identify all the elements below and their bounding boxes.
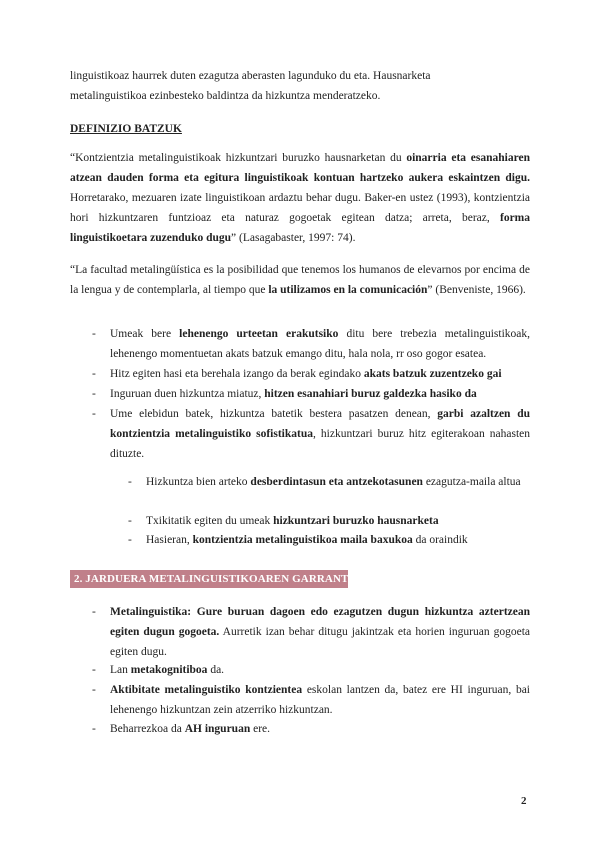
bullet-bold: Aktibitate metalinguistiko kontzientea [110, 684, 303, 696]
bullet-bold: Metalinguistika: Gure buruan dagoen edo ezagutzen dugun hizkuntza aztertzean egiten dugun gogoeta. [110, 606, 530, 638]
bullet-bold: metakognitiboa [130, 664, 208, 676]
list-item [92, 324, 531, 364]
dash-marker: - [92, 388, 96, 400]
page-number: 2 [521, 795, 527, 807]
sub-list-item [128, 472, 530, 492]
dash-marker: - [128, 534, 132, 546]
sub-bullet-pre: Hasieran, [146, 534, 193, 546]
dash-marker: - [92, 606, 96, 618]
quote-lasagabaster [70, 148, 530, 248]
section-heading-banner [70, 570, 369, 588]
quote1-text-e: ” (Lasagabaster, 1997: 74). [231, 232, 356, 244]
sub-list-item [128, 530, 530, 550]
bullet-pre: Beharrezkoa da [110, 723, 185, 735]
list-item [92, 660, 530, 680]
quote1-bold-d: forma linguistikoetara zuzenduko dugu [70, 212, 530, 244]
quote2-text-c: ” (Benveniste, 1966). [427, 284, 526, 296]
sub-bullet-post: da oraindik [412, 534, 468, 546]
bullet-post: ere. [250, 723, 271, 735]
dash-marker: - [128, 515, 132, 527]
dash-marker: - [92, 664, 96, 676]
sub-bullet-pre: Hizkuntza bien arteko [146, 476, 251, 488]
list-item [92, 602, 530, 662]
dash-marker: - [92, 684, 96, 696]
intro-line-2: metalinguistikoa ezinbesteko baldintza da hizkuntza menderatzeko. [70, 90, 381, 102]
bullet-bold: akats batzuk zuzentzeko gai [363, 368, 502, 380]
bullet-post: , hizkuntzari buruz hitz egiterakoan nahasten dituzte. [110, 428, 530, 460]
sub-bullet-pre: Txikitatik egiten du umeak [146, 515, 274, 527]
sub-list-item [128, 511, 530, 531]
bullet-bold: AH inguruan [184, 723, 251, 735]
bullet-pre: Ume elebidun batek, hizkuntza batetik bestera pasatzen denean, [110, 408, 438, 420]
dash-marker: - [92, 723, 96, 735]
dash-marker: - [92, 328, 96, 340]
dash-marker: - [128, 476, 132, 488]
sub-bullet-bold: kontzientzia metalinguistikoa maila baxukoa [192, 534, 413, 546]
sub-bullet-post: ezagutza-maila altua [422, 476, 521, 488]
dash-marker: - [92, 368, 96, 380]
bullet-pre: Lan [110, 664, 131, 676]
quote1-text-c: Horretarako, mezuaren izate linguistikoan ardaztu behar dugu. Baker-en ustez (1993), kontzientzia hori hizkuntzaren funtzioaz eta naturaz gogoetak egitean datza; arreta, beraz, [70, 192, 530, 224]
list-item [92, 719, 530, 739]
list-item [92, 384, 530, 404]
sub-bullet-bold: hizkuntzari buruzko hausnarketa [273, 515, 439, 527]
quote1-bold-b: oinarria eta esanahiaren atzean dauden forma eta egitura linguistikoak kontuan hartzeko aukera eskaintzen digu. [70, 152, 530, 184]
list-item [92, 364, 530, 384]
bullet-post: Aurretik izan behar ditugu jakintzak eta horien inguruan gogoeta egiten dugu. [110, 626, 530, 658]
bullet-bold: lehenengo urteetan erakutsiko [179, 328, 339, 340]
dash-marker: - [92, 408, 96, 420]
quote2-text-a: “La facultad metalingüística es la posibilidad que tenemos los humanos de elevarnos por encima de la lengua y de contemplarla, al tiempo que [70, 264, 530, 296]
bullet-bold: garbi azaltzen du kontzientzia metalinguistiko sofistikatua [110, 408, 530, 440]
section-title: 2. JARDUERA METALINGUISTIKOAREN GARRANTZIA [74, 573, 369, 585]
bullet-bold: hitzen esanahiari buruz galdezka hasiko da [264, 388, 477, 400]
bullet-post: eskolan lantzen da, batez ere HI inguruan, bai lehenengo hizkuntzan zein atzerriko hizkuntzan. [110, 684, 530, 716]
quote1-text-a: “Kontzientzia metalinguistikoak hizkuntzari buruzko hausnarketan du [70, 152, 407, 164]
bullet-post: da. [207, 664, 225, 676]
bullet-pre: Inguruan duen hizkuntza miatuz, [110, 388, 265, 400]
quote-benveniste [70, 260, 530, 300]
bullet-post: ditu bere trebezia metalinguistikoak, lehenengo momentuetan akats batzuk emango ditu, hala nola, rr oso gogor esatea. [110, 328, 531, 360]
sub-bullet-bold: desberdintasun eta antzekotasunen [250, 476, 423, 488]
list-item [92, 680, 530, 720]
quote2-bold-b: la utilizamos en la comunicación [268, 284, 428, 296]
bullet-pre: Umeak bere [110, 328, 180, 340]
intro-line-1: linguistikoaz haurrek duten ezagutza aberasten lagunduko du eta. Hausnarketa [70, 70, 431, 82]
list-item [92, 404, 530, 464]
bullet-pre: Hitz egiten hasi eta berehala izango da berak egindako [110, 368, 364, 380]
definitions-heading: DEFINIZIO BATZUK [70, 123, 182, 135]
